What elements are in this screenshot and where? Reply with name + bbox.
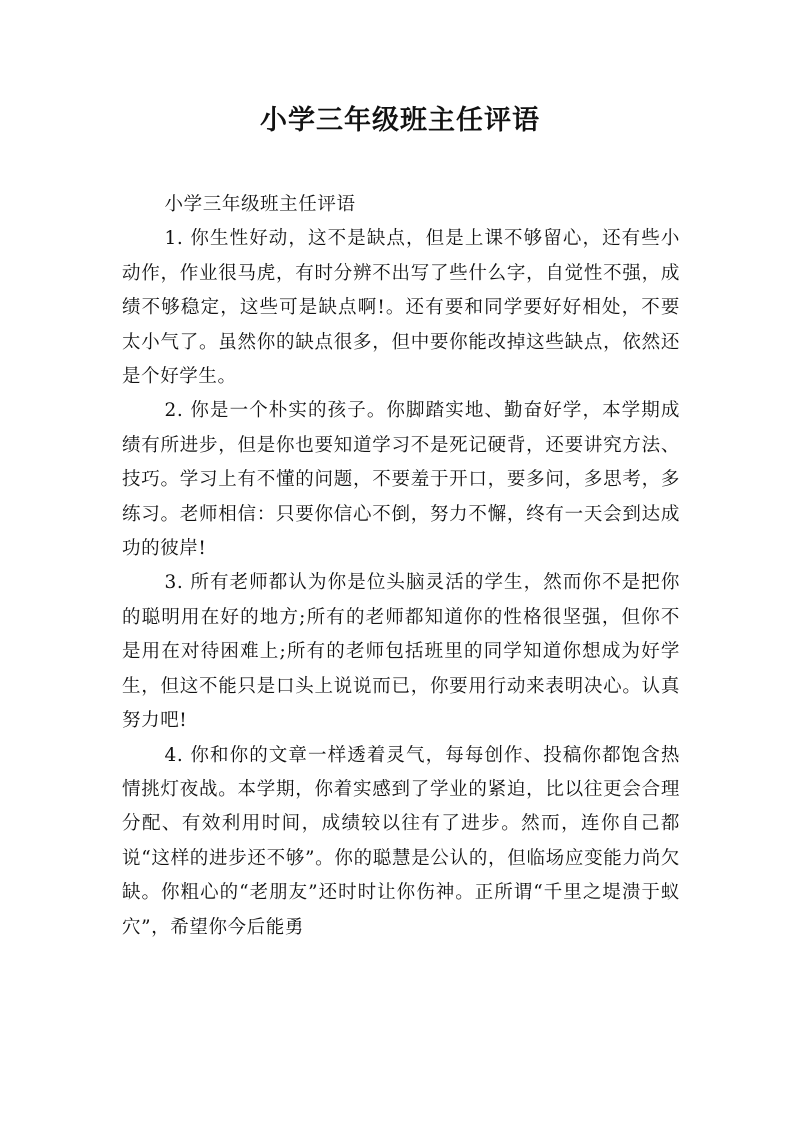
document-body (122, 188, 680, 945)
comment-paragraph-2: 2. 你是一个朴实的孩子。你脚踏实地、勤奋好学，本学期成绩有所进步，但是你也要知道学习不是死记硬背，还要讲究方法、技巧。学习上有不懂的问题，不要羞于开口，要多问，多思考，多练习。老师相信：只要你信心不倒，努力不懈，终有一天会到达成功的彼岸! (122, 400, 680, 560)
comment-paragraph-4: 4. 你和你的文章一样透着灵气，每每创作、投稿你都饱含热情挑灯夜战。本学期，你着实感到了学业的紧迫，比以往更会合理分配、有效利用时间，成绩较以往有了进步。然而，连你自己都说“这样的进步还不够”。你的聪慧是公认的，但临场应变能力尚欠缺。你粗心的“老朋友”还时时让你伤神。正所谓“千里之堤溃于蚁穴”，希望你今后能勇 (122, 744, 680, 938)
comment-paragraph-1: 1. 你生性好动，这不是缺点，但是上课不够留心，还有些小动作，作业很马虎，有时分辨不出写了些什么字，自觉性不强，成绩不够稳定，这些可是缺点啊!。还有要和同学要好好相处，不要太小气了。虽然你的缺点很多，但中要你能改掉这些缺点，依然还是个好学生。 (122, 228, 680, 388)
document-title: 小学三年级班主任评语 (260, 105, 540, 136)
comment-paragraph-3: 3. 所有老师都认为你是位头脑灵活的学生，然而你不是把你的聪明用在好的地方;所有的老师都知道你的性格很坚强，但你不是用在对待困难上;所有的老师包括班里的同学知道你想成为好学生，但这不能只是口头上说说而已，你要用行动来表明决心。认真努力吧! (122, 572, 680, 732)
subtitle-paragraph: 小学三年级班主任评语 (164, 194, 356, 215)
